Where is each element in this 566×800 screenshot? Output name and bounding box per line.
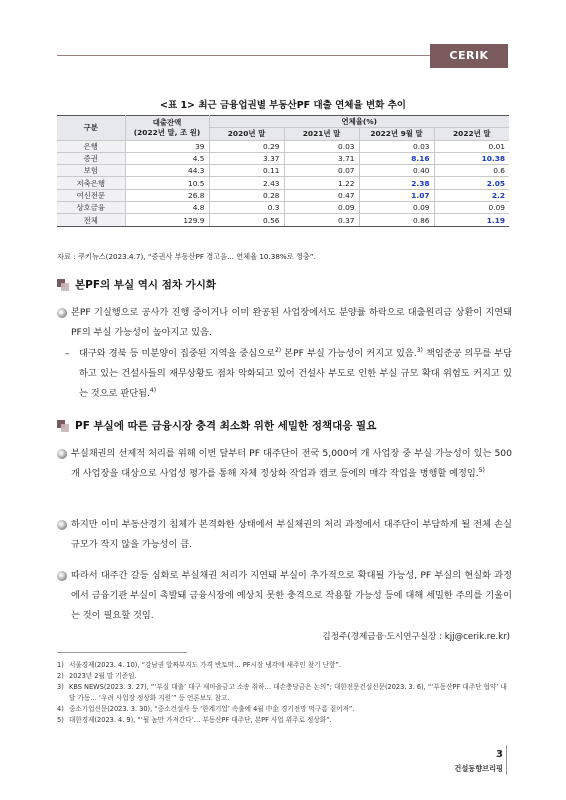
sphere-bullet-icon	[57, 308, 67, 318]
section-heading-1	[57, 277, 216, 292]
section-heading-2	[57, 418, 376, 433]
paragraph	[57, 444, 512, 484]
sphere-bullet-icon	[57, 571, 67, 581]
footnote-text: 중소기업신문(2023. 3. 30), “중소건설사 등 ‘한계기업’ 속출에 4월 中企 경기전망 먹구름 짙어져”.	[69, 705, 355, 713]
cell-2020: 2.43	[209, 177, 284, 189]
header-balance	[125, 116, 209, 141]
paragraph-text: 하지만 이미 부동산경기 침체가 본격화한 상태에서 부실채권의 처리 과정에서 대주단이 부담하게 될 전체 손실 규모가 작지 않을 가능성이 큼.	[71, 519, 512, 550]
text-run: 책임준공 의무를 부담하고 있는 건설사들의 재무상황도 점차 악화되고 있어 건설사 부도로 인한 부실 규모 확대 위험도 커지고 있는 것으로 판단됨.	[79, 348, 512, 399]
table-row	[57, 177, 509, 189]
dash-marker: –	[65, 348, 70, 359]
cell-2021: 0.47	[284, 189, 359, 201]
header-rule	[57, 55, 437, 56]
footnote-text: 서울경제(2023. 4. 10), “강남권 알짜부지도 가격 반토막… PF시장 냉각에 새주인 찾기 난항”.	[69, 661, 341, 669]
paragraph-text: 본PF 기실행으로 공사가 진행 중이거나 이미 완공된 사업장에서도 분양률 하락으로 대출원리금 상환이 지연돼 PF의 부실 가능성이 높아지고 있음.	[71, 307, 512, 338]
row-category: 상호금융	[57, 202, 125, 214]
publication-title: 건설동향브리핑	[454, 764, 503, 773]
cell-2021: 0.37	[284, 214, 359, 226]
cell-balance: 44.3	[125, 165, 209, 177]
cell-2020: 3.37	[209, 152, 284, 164]
cell-2022: 0.6	[434, 165, 509, 177]
author-credit: 김정주(경제금융·도시연구실장 : kjj@cerik.re.kr)	[322, 632, 510, 642]
paragraph-text	[71, 444, 512, 484]
header-period: 2022년 9월 말	[359, 128, 434, 140]
sub-paragraph	[57, 344, 512, 404]
text-run: 부실채권의 선제적 처리를 위해 이번 달부터 PF 대주단이 전국 5,000여 개 사업장 중 부실 가능성이 있는 500개 사업장을 대상으로 사업성 평가를 통해 자체 정상화 작업과 캠코 등에의 매각 작업을 병행할 예정임.	[71, 448, 512, 479]
cell-2022: 0.09	[434, 202, 509, 214]
row-category: 은행	[57, 140, 125, 152]
row-category: 보험	[57, 165, 125, 177]
sphere-bullet-icon	[57, 449, 67, 459]
footnote-number: 5)	[57, 716, 64, 724]
paragraph	[57, 566, 512, 626]
text-run: 본PF 부실 가능성이 커지고 있음.	[281, 348, 417, 359]
row-category: 증권	[57, 152, 125, 164]
footnote-item	[57, 715, 512, 726]
footnote-number: 3)	[57, 683, 64, 691]
footnote-item	[57, 660, 512, 671]
table-row	[57, 214, 509, 226]
cell-2020: 0.28	[209, 189, 284, 201]
section-heading-text: PF 부실에 따른 금융시장 충격 최소화 위한 세밀한 정책대응 필요	[75, 420, 377, 432]
cell-2022: 10.38	[434, 152, 509, 164]
paragraph	[57, 303, 512, 343]
cell-2022-q3: 0.40	[359, 165, 434, 177]
header-period: 2021년 말	[284, 128, 359, 140]
cell-2022: 0.01	[434, 140, 509, 152]
table-row	[57, 165, 509, 177]
footnote-ref[interactable]: 4)	[149, 386, 157, 394]
footnote-item	[57, 704, 512, 715]
cell-2022-q3: 2.38	[359, 177, 434, 189]
footnotes	[57, 660, 512, 726]
footnote-number: 1)	[57, 661, 64, 669]
table-row	[57, 202, 509, 214]
cell-2022-q3: 8.16	[359, 152, 434, 164]
cell-2021: 1.22	[284, 177, 359, 189]
cell-balance: 4.8	[125, 202, 209, 214]
row-category: 저축은행	[57, 177, 125, 189]
footnote-number: 4)	[57, 705, 64, 713]
text-run: 대구와 경북 등 미분양이 집중된 지역을 중심으로	[79, 348, 275, 359]
cell-balance: 26.8	[125, 189, 209, 201]
footnote-text: 대한경제(2023. 4. 9), “‘될 놈만 가져간다’… 부동산PF 대주단, 본PF 사업 위주로 정상화”.	[69, 716, 332, 724]
header-balance-label: 대출잔액	[152, 117, 182, 127]
cell-2022-q3: 0.86	[359, 214, 434, 226]
footnote-number: 2)	[57, 672, 64, 680]
row-category: 전체	[57, 214, 125, 226]
footer-rule	[506, 745, 507, 775]
footnote-rule	[57, 652, 187, 653]
cell-2021: 0.03	[284, 140, 359, 152]
square-bullet-icon	[57, 420, 69, 432]
cell-2022: 1.19	[434, 214, 509, 226]
cell-2020: 0.11	[209, 165, 284, 177]
header-category: 구분	[57, 116, 125, 141]
cell-2020: 0.3	[209, 202, 284, 214]
cell-2021: 3.71	[284, 152, 359, 164]
cell-2022-q3: 0.09	[359, 202, 434, 214]
cell-balance: 39	[125, 140, 209, 152]
cell-2022: 2.05	[434, 177, 509, 189]
cell-2021: 0.09	[284, 202, 359, 214]
cell-balance: 129.9	[125, 214, 209, 226]
footnote-item	[57, 671, 512, 682]
header-period: 2022년 말	[434, 128, 509, 140]
header-period: 2020년 말	[209, 128, 284, 140]
header-delinquency: 연체율(%)	[209, 116, 509, 128]
page-number: 3	[496, 749, 503, 760]
footnote-ref[interactable]: 3)	[416, 346, 423, 354]
row-category: 여신전문	[57, 189, 125, 201]
cell-2022-q3: 0.03	[359, 140, 434, 152]
table-source: 자료 : 쿠키뉴스(2023.4.7), “증권사 부동산PF 경고음... 연체율 10.38%로 껑충”.	[57, 252, 316, 261]
footnote-ref[interactable]: 2)	[274, 346, 282, 354]
table-row	[57, 189, 509, 201]
paragraph-text: 따라서 대주간 갈등 심화로 부실채권 처리가 지연돼 부실이 추가적으로 확대될 가능성, PF 부실의 현실화 과정에서 금융기관 부실이 촉발돼 금융시장에 예상치 못한 충격으로 작용할 가능성 등에 대해 세밀한 주의를 기울이는 것이 필요할 것임.	[71, 570, 512, 621]
cell-2022: 2.2	[434, 189, 509, 201]
cell-2022-q3: 1.07	[359, 189, 434, 201]
sphere-bullet-icon	[57, 520, 67, 530]
sub-paragraph-text	[79, 344, 512, 404]
footnote-text: KBS NEWS(2023. 3. 27), “‘부실 대출’ 대구 새마을금고 소송 취하… 대손충당금은 논의”; 대한전문건설신문(2023. 3. 6), “‘부동산PF 대주단 협약’ 내달 가동… ‘우려 사업장 정상화 지원’” 등 언론보도 참고.	[69, 683, 507, 702]
cell-2020: 0.29	[209, 140, 284, 152]
cell-2020: 0.56	[209, 214, 284, 226]
header-balance-unit: (2022년 말, 조 원)	[133, 127, 201, 137]
table-title: <표 1> 최근 금융업권별 부동산PF 대출 연체율 변화 추이	[160, 100, 406, 111]
table-row	[57, 152, 509, 164]
square-bullet-icon	[57, 279, 69, 291]
delinquency-table	[57, 115, 509, 227]
cell-balance: 4.5	[125, 152, 209, 164]
table-row	[57, 140, 509, 152]
cell-balance: 10.5	[125, 177, 209, 189]
section-heading-text: 본PF의 부실 역시 점차 가시화	[75, 279, 217, 291]
cell-2021: 0.07	[284, 165, 359, 177]
footnote-ref[interactable]: 5)	[478, 466, 485, 474]
footnote-item	[57, 682, 512, 704]
footnote-text: 2023년 2월 말 기준임.	[69, 672, 137, 680]
paragraph	[57, 515, 512, 555]
brand-tab: CERIK	[430, 44, 508, 68]
